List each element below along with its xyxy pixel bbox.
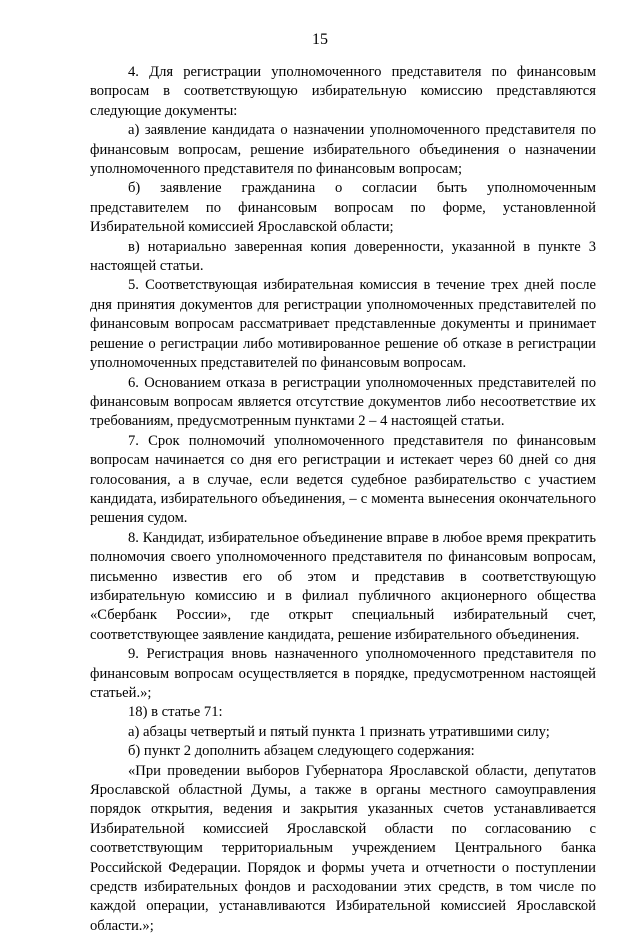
paragraph-article-71-a: а) абзацы четвертый и пятый пункта 1 признать утратившими силу; bbox=[128, 723, 550, 740]
paragraph-item-8: 8. Кандидат, избирательное объединение вправе в любое время прекратить полномочия своего уполномоченного представителя по финансовым вопросам, письменно известив его об этом и представив в соответствующую избирательную комиссию и в филиал публичного акционерного общества «Сбербанк России», где открыт специальный избирательный счет, соответствующее заявление кандидата, решение избирательного объединения. bbox=[90, 529, 596, 643]
paragraph-quoted-text: «При проведении выборов Губернатора Ярославской области, депутатов Ярославской областной Думы, а также в органы местного самоуправления порядок открытия, ведения и закрытия указанных счетов устанавливается Избирательной комиссией Ярославской области по согласованию с соответствующим территориальным учреждением Центрального банка Российской Федерации. Порядок и формы учета и отчетности о поступлении средств избирательных фондов и расходовании этих средств, в том числе по каждой операции, устанавливаются Избирательной комиссией Ярославской области.»; bbox=[90, 762, 596, 934]
paragraph-subitem-b: б) заявление гражданина о согласии быть уполномоченным представителем по финансовым вопросам по форме, установленной Избирательной комиссией Ярославской области; bbox=[90, 180, 596, 236]
paragraph-item-6: 6. Основанием отказа в регистрации уполномоченных представителей по финансовым вопросам является отсутствие документов либо несоответствие их требованиям, предусмотренным пунктами 2 – 4 настоящей статьи. bbox=[90, 374, 596, 430]
page-number: 15 bbox=[312, 31, 328, 48]
paragraph-item-5: 5. Соответствующая избирательная комиссия в течение трех дней после дня принятия документов для регистрации уполномоченных представителей по финансовым вопросам рассматривает представленные документы и принимает решение о регистрации либо мотивированное решение об отказе в регистрации уполномоченных представителей по финансовым вопросам. bbox=[90, 277, 596, 372]
paragraph-item-7: 7. Срок полномочий уполномоченного представителя по финансовым вопросам начинается со дня его регистрации и истекает через 60 дней со дня голосования, а в случае, если ведется судебное разбирательство с участием кандидата, избирательного объединения, – с момента вынесения окончательного решения судом. bbox=[90, 432, 596, 527]
paragraph-article-71-b: б) пункт 2 дополнить абзацем следующего содержания: bbox=[128, 743, 475, 760]
paragraph-subitem-a: а) заявление кандидата о назначении уполномоченного представителя по финансовым вопросам, решение избирательного объединения о назначении уполномоченного представителя по финансовым вопросам; bbox=[90, 122, 596, 178]
paragraph-subitem-v: в) нотариально заверенная копия доверенности, указанной в пункте 3 настоящей статьи. bbox=[90, 238, 596, 275]
paragraph-article-71: 18) в статье 71: bbox=[128, 704, 223, 721]
document-body bbox=[90, 63, 596, 936]
paragraph-item-4: 4. Для регистрации уполномоченного представителя по финансовым вопросам в соответствующую избирательную комиссию представляются следующие документы: bbox=[90, 64, 596, 119]
paragraph-item-9: 9. Регистрация вновь назначенного уполномоченного представителя по финансовым вопросам осуществляется в порядке, предусмотренном настоящей статьей.»; bbox=[90, 646, 596, 701]
